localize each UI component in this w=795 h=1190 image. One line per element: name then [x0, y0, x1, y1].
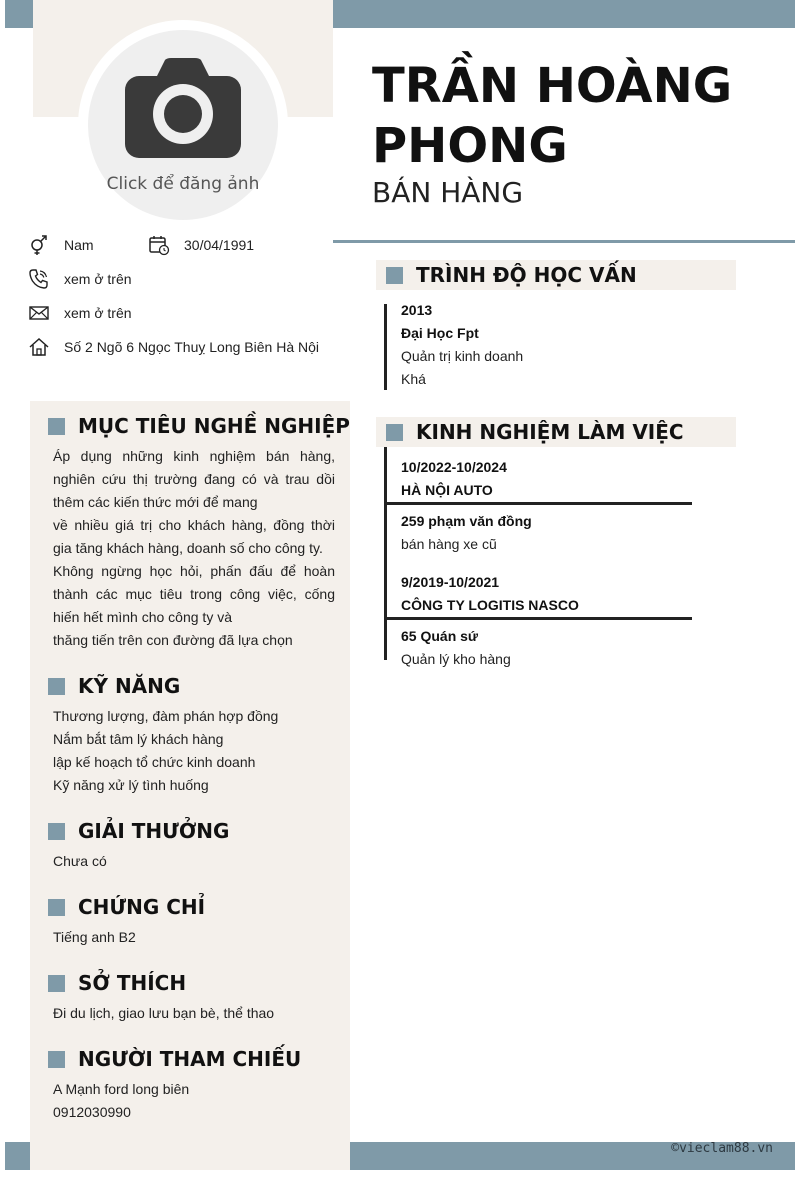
- candidate-role: BÁN HÀNG: [372, 176, 524, 209]
- photo-caption[interactable]: Click để đăng ảnh: [106, 174, 260, 194]
- job-period: 9/2019-10/2021: [401, 574, 500, 590]
- experience-header-bar: [376, 417, 736, 447]
- section-marker: [48, 418, 65, 435]
- references-heading: NGƯỜI THAM CHIẾU: [48, 1046, 301, 1072]
- experience-heading: KINH NGHIỆM LÀM VIỆC: [386, 417, 684, 447]
- contact-gender: [28, 233, 94, 257]
- job-position: 65 Quán sứ: [401, 628, 479, 644]
- watermark[interactable]: ©vieclam88.vn: [671, 1141, 773, 1156]
- education-entry: [401, 299, 523, 391]
- contact-email: [28, 301, 132, 325]
- section-marker: [48, 678, 65, 695]
- camera-icon: [125, 58, 241, 158]
- dob-value: 30/04/1991: [184, 237, 255, 253]
- education-school: Đại Học Fpt: [401, 325, 479, 341]
- skills-heading: KỸ NĂNG: [48, 673, 180, 699]
- education-major: Quản trị kinh doanh: [401, 348, 524, 364]
- certificates-list: [53, 926, 335, 949]
- experience-entry-2-body: [401, 625, 511, 671]
- home-icon: [28, 336, 50, 358]
- education-header-bar: [376, 260, 736, 290]
- certificates-heading: CHỨNG CHỈ: [48, 894, 205, 920]
- job-company: CÔNG TY LOGITIS NASCO: [401, 597, 579, 613]
- section-marker: [386, 267, 403, 284]
- experience-entry-1-body: [401, 510, 532, 556]
- mail-icon: [28, 302, 50, 324]
- left-panel-footer: [30, 1142, 350, 1170]
- contact-address: [28, 335, 319, 359]
- header-divider: [333, 240, 795, 243]
- job-company: HÀ NỘI AUTO: [401, 482, 493, 498]
- photo-upload[interactable]: [78, 20, 288, 230]
- job-divider: [384, 617, 692, 620]
- gender-icon: [28, 234, 50, 256]
- list-item: Nắm bắt tâm lý khách hàng: [53, 731, 224, 747]
- job-position: 259 phạm văn đồng: [401, 513, 532, 529]
- objective-line: Không ngừng học hỏi, phấn đấu để hoàn thành các mục tiêu trong công việc, cống hiến hết mình cho công ty và: [53, 563, 335, 625]
- list-item: Đi du lịch, giao lưu bạn bè, thể thao: [53, 1005, 275, 1021]
- phone-icon: [28, 268, 50, 290]
- job-divider: [384, 502, 692, 505]
- list-item: Tiếng anh B2: [53, 929, 136, 945]
- section-marker: [386, 424, 403, 441]
- candidate-name: TRẦN HOÀNG PHONG: [372, 58, 733, 174]
- education-timeline: [384, 304, 387, 390]
- references-list: [53, 1078, 335, 1124]
- job-description: Quản lý kho hàng: [401, 651, 511, 667]
- list-item: Thương lượng, đàm phán hợp đồng: [53, 708, 279, 724]
- objective-line: về nhiều giá trị cho khách hàng, đồng thời gia tăng khách hàng, doanh số cho công ty.: [53, 517, 335, 556]
- phone-value: xem ở trên: [64, 271, 132, 287]
- hobbies-list: [53, 1002, 335, 1025]
- experience-timeline: [384, 447, 387, 660]
- experience-entry-1-head: [401, 456, 507, 502]
- objective-heading: MỤC TIÊU NGHỀ NGHIỆP: [48, 413, 350, 439]
- education-grade: Khá: [401, 371, 426, 387]
- contact-phone: [28, 267, 132, 291]
- address-value: Số 2 Ngõ 6 Ngọc Thuỵ Long Biên Hà Nội: [64, 339, 320, 355]
- education-heading: TRÌNH ĐỘ HỌC VẤN: [386, 260, 637, 290]
- list-item: Chưa có: [53, 853, 107, 869]
- avatar[interactable]: [88, 30, 278, 220]
- list-item: 0912030990: [53, 1104, 131, 1120]
- section-marker: [48, 975, 65, 992]
- objective-text: [53, 445, 335, 652]
- calendar-icon: [148, 234, 170, 256]
- education-year: 2013: [401, 302, 433, 318]
- list-item: Kỹ năng xử lý tình huống: [53, 777, 209, 793]
- contact-dob: [148, 233, 254, 257]
- gender-value: Nam: [64, 237, 94, 253]
- objective-line: thăng tiến trên con đường đã lựa chọn: [53, 632, 293, 648]
- section-marker: [48, 1051, 65, 1068]
- section-marker: [48, 823, 65, 840]
- email-value: xem ở trên: [64, 305, 132, 321]
- section-marker: [48, 899, 65, 916]
- job-description: bán hàng xe cũ: [401, 536, 497, 552]
- objective-line: Áp dụng những kinh nghiệm bán hàng, nghiên cứu thị trường đang có và trau dồi thêm các kiến thức mới để mang: [53, 448, 335, 510]
- experience-entry-2-head: [401, 571, 579, 617]
- hobbies-heading: SỞ THÍCH: [48, 970, 186, 996]
- list-item: lập kế hoạch tổ chức kinh doanh: [53, 754, 256, 770]
- awards-list: [53, 850, 335, 873]
- job-period: 10/2022-10/2024: [401, 459, 507, 475]
- skills-list: [53, 705, 335, 797]
- awards-heading: GIẢI THƯỞNG: [48, 818, 229, 844]
- list-item: A Mạnh ford long biên: [53, 1081, 190, 1097]
